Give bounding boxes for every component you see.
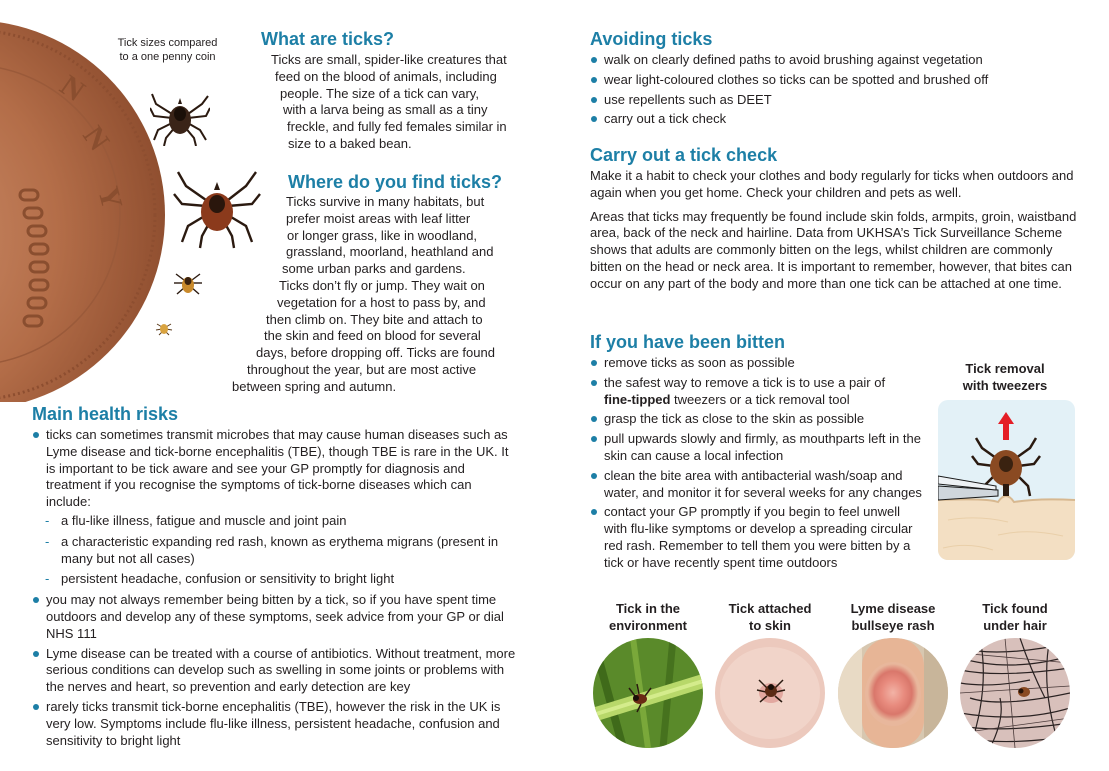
nymph-tick-icon (172, 264, 204, 305)
where-line-4: grassland, moorland, heathland and (286, 244, 494, 260)
bitten-item-5: clean the bite area with antibacterial wash/soap and water, and monitor it for several weeks for any changes (590, 468, 926, 502)
bitten-item-3: grasp the tick as close to the skin as possible (590, 411, 926, 428)
symptom-2: - a characteristic expanding red rash, known as erythema migrans (present in many but not all cases) (32, 534, 518, 568)
bitten-item-1: remove ticks as soon as possible (590, 355, 926, 372)
adult-female-tick-icon (150, 86, 210, 151)
photo-caption-hair: Tick found under hair (982, 601, 1048, 633)
tick-in-environment-photo (593, 638, 703, 748)
where-line-2: prefer moist areas with leaf litter (286, 210, 471, 226)
bitten-item-2: the safest way to remove a tick is to use a pair of fine-tipped tweezers or a tick removal tool (590, 375, 926, 409)
what-line-5: freckle, and fully fed females similar in (287, 119, 507, 135)
bitten-item-6: contact your GP promptly if you begin to feel unwell with flu-like symptoms or develop a spreading circular red rash. Remember to tell them you were bitten by a tick or have recently spent time outdoors (590, 504, 926, 571)
what-line-3: people. The size of a tick can vary, (280, 85, 479, 101)
health-bullet-2: you may not always remember being bitten by a tick, so if you have spent time outdoors and develop any of these symptoms, seek advice from your GP or dial NHS 111 (32, 592, 518, 642)
where-text (225, 194, 560, 396)
coin-caption-line2: to a one penny coin (119, 51, 216, 63)
fine-tipped-emphasis: fine-tipped (604, 391, 671, 407)
tick-check-para-2: Areas that ticks may frequently be found include skin folds, armpits, groin, waistband area, back of the neck and hairline. Data from UKHSA’s Tick Surveillance Scheme shows that adults are commonly bitten on the legs, whilst children are commonly bitten on the head or neck area. It is important to remember, however, that bites can occur on any part of the body and more than one tick can be attached at one time. (590, 208, 1077, 291)
main-health-risks-heading: Main health risks (32, 404, 179, 424)
avoid-item-4: carry out a tick check (590, 111, 1070, 128)
coin-caption (105, 36, 230, 64)
tick-removal-illustration (938, 400, 1075, 560)
bitten-heading: If you have been bitten (590, 332, 786, 352)
avoiding-list (590, 52, 1070, 131)
where-line-3: or longer grass, like in woodland, (287, 227, 478, 243)
tick-under-hair-photo (960, 638, 1070, 748)
tick-check-para-1: Make it a habit to check your clothes and body regularly for ticks when outdoors and again when you get home. Check your children and pets as well. (590, 168, 1074, 200)
bitten-item-4: pull upwards slowly and firmly, as mouthparts left in the skin can cause a local infection (590, 431, 926, 465)
photo-caption-attached: Tick attached to skin (728, 601, 812, 633)
photo-caption-environment: Tick in the environment (608, 601, 687, 633)
health-bullet-4: rarely ticks transmit tick-borne encephalitis (TBE), however the risk in the UK is very low. Symptoms include flu-like illness, persistent headache, confusion and sensitivity to bright light (32, 699, 518, 749)
what-line-4: with a larva being as small as a tiny (283, 102, 488, 118)
symptom-sublist (32, 513, 518, 588)
where-line-10: days, before dropping off. Ticks are found (256, 345, 495, 361)
tick-check-text (590, 168, 1080, 293)
what-are-ticks-text (225, 52, 560, 153)
where-line-9: the skin and feed on blood for several (264, 328, 481, 344)
avoid-item-1: walk on clearly defined paths to avoid brushing against vegetation (590, 52, 1070, 69)
svg-text:N: N (76, 120, 116, 157)
avoid-item-3: use repellents such as DEET (590, 92, 1070, 109)
svg-text:Y: Y (91, 183, 129, 213)
symptom-3: - persistent headache, confusion or sensitivity to bright light (32, 571, 518, 588)
tick-removal-caption (935, 360, 1075, 394)
where-line-12: between spring and autumn. (232, 378, 397, 394)
larva-tick-icon (154, 318, 174, 343)
health-bullet-3: Lyme disease can be treated with a course of antibiotics. Without treatment, more serious conditions can develop such as swelling in some joints or problems with the nerves and heart, so prevention and early detection are key (32, 646, 518, 696)
tick-check-heading: Carry out a tick check (590, 145, 778, 165)
photo-caption-bullseye: Lyme disease bullseye rash (850, 601, 936, 633)
svg-text:N: N (53, 68, 91, 109)
what-line-2: feed on the blood of animals, including (275, 68, 497, 84)
coin-caption-line1: Tick sizes compared (117, 37, 218, 49)
tick-attached-to-skin-photo (715, 638, 825, 748)
avoid-item-2: wear light-coloured clothes so ticks can be spotted and brushed off (590, 72, 1070, 89)
health-bullet-1: ticks can sometimes transmit microbes that may cause human diseases such as Lyme disease and tick-borne encephalitis (TBE), though TBE is rare in the UK. It is important to be tick aware and see your GP promptly for diagnosis and treatment if you recognise the symptoms of tick-borne diseases which can include: - a flu-like illness, fatigue and muscle and joint pain - a characteristic expanding red rash, known as erythema migrans (present in many but not all cases) - persistent headache, confusion or sensitivity to bright light (32, 427, 518, 588)
where-line-11: throughout the year, but are most active (247, 361, 477, 377)
tick-removal-caption-line1: Tick removal (965, 361, 1045, 376)
symptom-1: - a flu-like illness, fatigue and muscle and joint pain (32, 513, 518, 530)
avoiding-ticks-heading: Avoiding ticks (590, 29, 713, 49)
what-line-6: size to a baked bean. (288, 135, 412, 151)
bitten-list (590, 355, 926, 575)
where-line-7: vegetation for a host to pass by, and (277, 294, 486, 310)
tick-removal-caption-line2: with tweezers (962, 378, 1048, 393)
health-risks-list (32, 427, 518, 752)
where-heading: Where do you find ticks? (288, 172, 503, 192)
where-line-8: then climb on. They bite and attach to (266, 311, 483, 327)
where-line-6: Ticks don’t fly or jump. They wait on (279, 277, 485, 293)
lyme-bullseye-rash-photo (838, 638, 948, 748)
what-are-ticks-heading: What are ticks? (261, 29, 395, 49)
where-line-5: some urban parks and gardens. (282, 261, 466, 277)
where-line-1: Ticks survive in many habitats, but (286, 194, 485, 209)
what-line-1: Ticks are small, spider-like creatures that (271, 52, 507, 67)
